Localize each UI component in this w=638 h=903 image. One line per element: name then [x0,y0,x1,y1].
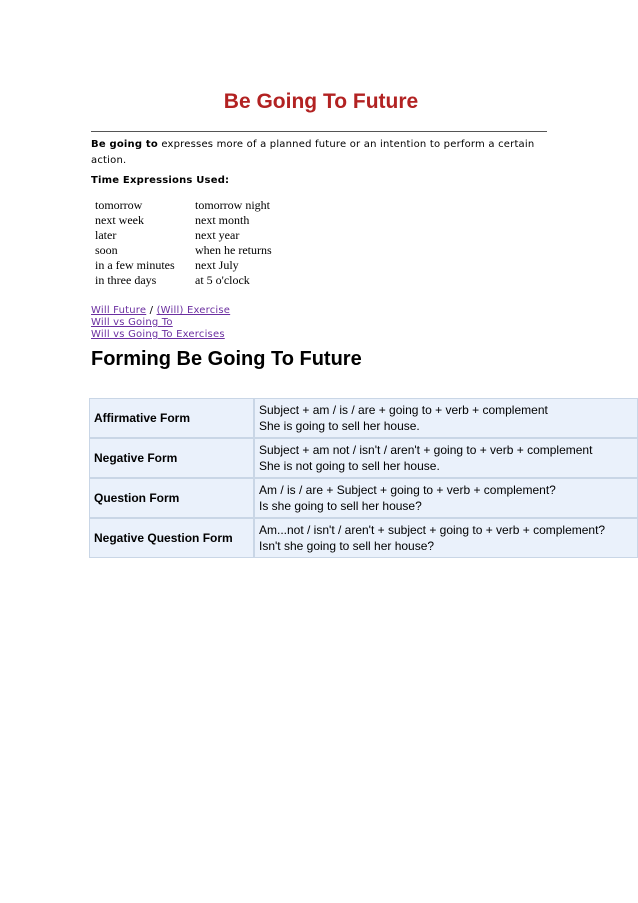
time-expression: next month [195,213,250,227]
form-label: Question Form [89,478,254,518]
form-example: Isn't she going to sell her house? [259,539,435,553]
will-future-link[interactable]: Will Future [91,305,147,316]
related-links [91,305,230,341]
forming-heading: Forming Be Going To Future [91,348,362,370]
table-row [95,198,272,213]
form-rule: Subject + am / is / are + going to + verb + complement [259,403,548,417]
form-example: She is not going to sell her house. [259,459,440,473]
table-row [95,258,272,273]
table-row [95,243,272,258]
form-cell [254,478,638,518]
time-expression: in a few minutes [95,258,175,272]
form-cell [254,518,638,558]
time-expression: next week [95,213,144,227]
table-row [95,228,272,243]
table-row [89,398,638,438]
form-rule: Am...not / isn't / aren't + subject + going to + verb + complement? [259,523,606,537]
will-exercise-link[interactable]: (Will) Exercise [156,305,231,316]
table-row [89,478,638,518]
forms-table [89,398,638,558]
time-expression: next July [195,258,239,272]
time-expression: soon [95,243,118,257]
form-rule: Am / is / are + Subject + going to + verb + complement? [259,483,556,497]
title-divider [91,131,547,132]
time-expression: later [95,228,117,242]
table-row [95,273,272,288]
time-expression: tomorrow [95,198,143,212]
time-expression: next year [195,228,240,242]
form-rule: Subject + am not / isn't / aren't + going to + verb + complement [259,443,593,457]
page-title: Be Going To Future [223,90,419,113]
time-expression: when he returns [195,243,272,257]
table-row [89,438,638,478]
form-cell [254,438,638,478]
link-separator: / [146,305,157,316]
time-expression: in three days [95,273,157,287]
form-example: Is she going to sell her house? [259,499,422,513]
links-line-1 [91,305,230,317]
form-label: Negative Question Form [89,518,254,558]
intro-text: expresses more of a planned future or an intention to perform a certain action. [91,139,535,166]
intro-paragraph [91,137,541,169]
form-example: She is going to sell her house. [259,419,420,433]
form-label: Negative Form [89,438,254,478]
form-cell [254,398,638,438]
form-label: Affirmative Form [89,398,254,438]
table-row [89,518,638,558]
will-vs-going-to-exercises-link[interactable]: Will vs Going To Exercises [91,329,225,340]
time-expressions-heading: Time Expressions Used: [91,175,230,186]
time-expression: tomorrow night [195,198,270,212]
table-row [95,213,272,228]
intro-bold-term: Be going to [91,139,158,150]
will-vs-going-to-link[interactable]: Will vs Going To [91,317,173,328]
time-expression: at 5 o'clock [195,273,250,287]
time-expressions-table [95,198,272,288]
